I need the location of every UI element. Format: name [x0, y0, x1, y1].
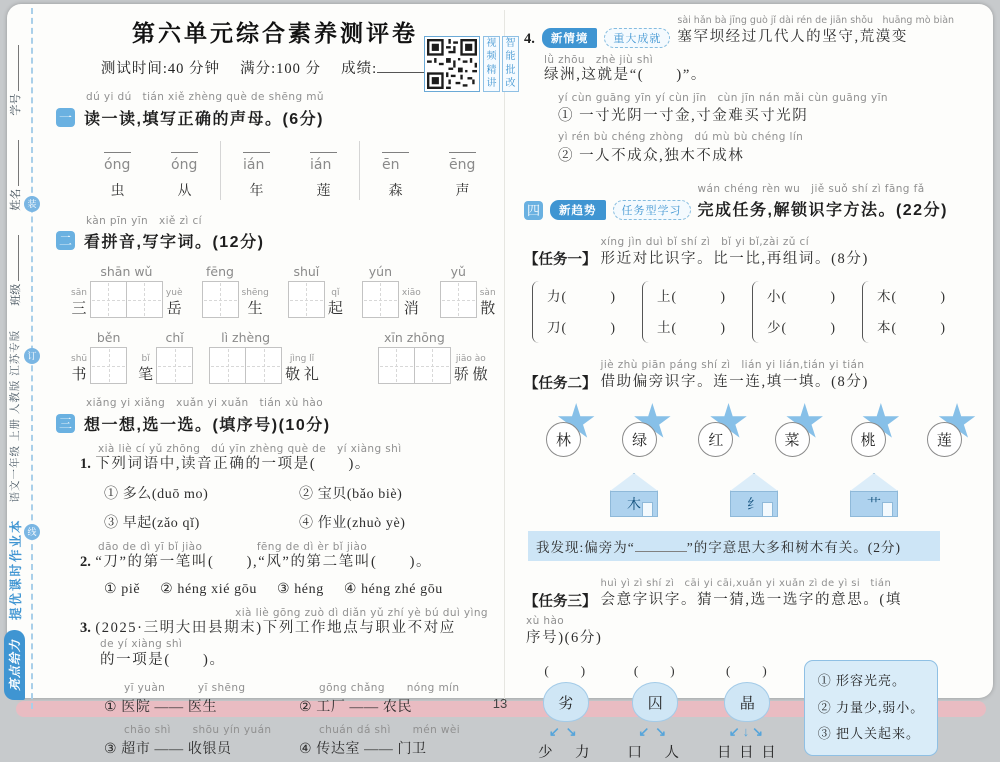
house-item[interactable]: 艹: [850, 473, 898, 517]
octopus-char: 囚: [632, 682, 678, 722]
answer-paren[interactable]: ( ): [633, 663, 677, 679]
section2-title: 看拼音,写字词。(12分): [84, 234, 265, 252]
option[interactable]: ① 医院 —— 医生: [104, 700, 218, 716]
badge-task-learning: 任务型学习: [613, 200, 691, 220]
brace: [752, 281, 760, 343]
hedgehog-item[interactable]: 莲: [927, 403, 976, 457]
ideograph-item: ( ) 晶 ↙↓↘ 日 日 日: [717, 660, 778, 762]
class-field: 班级: [7, 235, 23, 306]
option[interactable]: ④ 作业(zhuò yè): [299, 515, 406, 531]
fill-word[interactable]: 刀( ): [547, 320, 616, 336]
question-3: xià liè gōng zuò dì diǎn yǔ zhí yè bú duì yìng 3. (2025·三明大田县期末)下列工作地点与职业不对应 de yí xiàng shì 的一项是( )。 yī yuàn yī shēng ① 医院 —— 医生 gōng chǎng nóng mín ② 工厂 —— 农民 chāo shì shōu yín yuán ③ 超市 —— 收银员 chuán dá shì mén wèi ④ 传达室 —— 门卫: [80, 606, 488, 758]
hedgehog-item[interactable]: 菜: [775, 403, 824, 457]
option[interactable]: ① 多么(duō mo): [104, 486, 209, 502]
fill-word[interactable]: 本( ): [877, 320, 946, 336]
question-2: dāo de dì yī bǐ jiào fēng de dì èr bǐ jiào 2. “刀”的第一笔叫( ),“风”的第二笔叫( )。 ① piě ② héng xié gōu ③ héng ④ héng zhé gōu: [80, 540, 443, 597]
qr-code[interactable]: [424, 36, 480, 92]
hedgehog-item[interactable]: 桃: [851, 403, 900, 457]
answer-blank[interactable]: [171, 141, 198, 153]
writing-box[interactable]: [245, 347, 282, 384]
section1-title: 读一读,填写正确的声母。(6分): [84, 110, 325, 128]
answer-blank[interactable]: [449, 141, 476, 153]
brand-logo: 亮点给力: [4, 630, 25, 700]
house-item[interactable]: 木: [610, 473, 658, 517]
option[interactable]: ① piě: [104, 581, 141, 597]
section4-marker: 四: [524, 201, 543, 220]
fill-word[interactable]: 小( ): [767, 289, 836, 305]
class-blank[interactable]: [9, 235, 19, 281]
hedgehog-item[interactable]: 绿: [622, 403, 671, 457]
studentno-field: 学号: [7, 45, 23, 116]
qr-block: [424, 36, 519, 92]
fill-word[interactable]: 上( ): [657, 289, 726, 305]
house-door-icon: [642, 502, 653, 516]
option[interactable]: ② 工厂 —— 农民: [299, 700, 413, 716]
sidebar-vertical: [4, 8, 25, 700]
ideograph-item: ( ) 囚 ↙↘ 口 人: [628, 660, 684, 762]
radical-houses: [610, 473, 976, 517]
option[interactable]: ③ héng: [276, 581, 324, 597]
arrow-icons: ↙↘: [548, 724, 583, 740]
house-item[interactable]: 纟: [730, 473, 778, 517]
badge-new-context: 新情境: [542, 28, 598, 48]
house-roof-icon: [730, 473, 778, 491]
brace: [532, 281, 540, 343]
fill-word[interactable]: 土( ): [657, 320, 726, 336]
option[interactable]: ③ 早起(zǎo qǐ): [104, 515, 200, 531]
option[interactable]: ④ 传达室 —— 门卫: [299, 742, 427, 758]
section1-pinyin: dú yi dú tián xiě zhèng què de shēng mǔ: [86, 91, 324, 103]
name-field: 姓名: [7, 140, 23, 211]
meaning-option[interactable]: ③ 把人关起来。: [817, 726, 921, 742]
writing-box[interactable]: [414, 347, 451, 384]
task2-heading: 【任务二】 jiè zhù piān páng shí zì lián yi lián,tián yi tián 借助偏旁识字。连一连,填一填。(8分): [524, 359, 869, 392]
discovery-sentence: 我发现:偏旁为“ ”的字意思大多和树木有关。(2分): [528, 531, 940, 561]
writing-box[interactable]: [378, 347, 415, 384]
option[interactable]: ② héng xié gōu: [160, 581, 257, 597]
writing-box[interactable]: [362, 281, 399, 318]
badge-major-achievement: 重大成就: [604, 28, 670, 48]
section3-marker: 三: [56, 414, 75, 433]
writing-box[interactable]: [209, 347, 246, 384]
answer-paren[interactable]: ( ): [544, 663, 588, 679]
arrow-icons: ↙↘: [638, 724, 673, 740]
section3-title: 想一想,选一选。(填序号)(10分): [84, 416, 331, 434]
answer-blank[interactable]: [243, 141, 270, 153]
writing-row-1: sān 三 shān wǔ yuè 岳 fēng shēng 生 shuǐ qǐ 起 yún xiāo 消 yǔ sàn 散: [71, 264, 496, 318]
option[interactable]: ③ 超市 —— 收银员: [104, 742, 232, 758]
brace: [862, 281, 870, 343]
octopus-char: 晶: [724, 682, 770, 722]
octopus-char: 劣: [543, 682, 589, 722]
series-title: 提优课时作业本: [8, 518, 23, 620]
question-4: 4. 新情境 重大成就 sài hǎn bà jīng guò jǐ dài rén de jiān shǒu huāng mò biàn 塞罕坝经过几代人的坚守,荒漠变 lǜ zhōu zhè jiù shì 绿洲,这就是“( )”。 yí cùn guāng yīn yí cùn jīn cùn jīn nán mǎi cùn guāng yīn ① 一寸光阴一寸金,寸金难买寸光阴 yì rén bù chéng zhòng dú mù bù chéng lín ② 一人不成众,独木不成林: [524, 10, 976, 165]
section3-pinyin: xiǎng yi xiǎng xuǎn yi xuǎn tián xù hào: [86, 397, 324, 410]
binding-mark-ding: 订: [24, 348, 40, 364]
writing-box[interactable]: [156, 347, 193, 384]
initials-exercise: [82, 141, 494, 200]
fill-word[interactable]: 木( ): [877, 289, 946, 305]
initials-group: ēn 森 ēng 声: [359, 141, 498, 200]
ideograph-exercise: [538, 660, 976, 762]
meaning-option[interactable]: ① 形容光亮。: [817, 673, 907, 689]
writing-box[interactable]: [90, 347, 127, 384]
fill-word[interactable]: 少( ): [767, 320, 836, 336]
answer-paren[interactable]: ( ): [726, 663, 769, 679]
edition-info: 语文一年级 上册 人教版 江苏专版: [9, 329, 21, 503]
house-door-icon: [762, 502, 773, 516]
fill-word[interactable]: 力( ): [547, 289, 616, 305]
hedgehog-item[interactable]: 红: [698, 403, 747, 457]
section2-marker: 二: [56, 231, 75, 250]
section1-marker: 一: [56, 108, 75, 127]
task1-heading: 【任务一】 xíng jìn duì bǐ shí zì bǐ yi bǐ,zài zǔ cí 形近对比识字。比一比,再组词。(8分): [524, 235, 869, 269]
house-roof-icon: [850, 473, 898, 491]
section4-heading: 四 新趋势 任务型学习 wán chéng rèn wu jiě suǒ shí zì fāng fǎ 完成任务,解锁识字方法。(22分): [524, 179, 976, 220]
writing-box[interactable]: [126, 281, 163, 318]
page-title: 第六单元综合素养测评卷: [132, 20, 418, 46]
full-score: 满分:100 分: [240, 61, 322, 77]
badge-new-trend: 新趋势: [550, 200, 606, 220]
option[interactable]: ④ héng zhé gōu: [343, 581, 443, 597]
writing-box[interactable]: [90, 281, 127, 318]
binding-mark-zhuang: 装: [24, 196, 40, 212]
section2-pinyin: kàn pīn yīn xiě zì cí: [86, 214, 202, 227]
arrow-icons: ↙↓↘: [728, 724, 767, 740]
answer-blank[interactable]: [635, 540, 687, 552]
score-label: 成绩:: [341, 61, 378, 77]
house-roof-icon: [610, 473, 658, 491]
qr-label-grading: 智能批改: [502, 36, 519, 92]
question-1: xià liè cí yǔ zhōng dú yīn zhèng què de yí xiàng shì 1. 下列词语中,读音正确的一项是( )。 ① 多么(duō mo) ② 宝贝(bǎo biè) ③ 早起(zǎo qǐ) ④ 作业(zhuò yè): [80, 444, 494, 532]
hedgehog-item[interactable]: 林: [546, 403, 595, 457]
studentno-blank[interactable]: [9, 45, 19, 91]
option[interactable]: ② 一人不成众,独木不成林: [558, 147, 745, 164]
ideograph-item: ( ) 劣 ↙↘ 少 力: [538, 660, 594, 762]
answer-blank[interactable]: [104, 141, 131, 153]
writing-row-2: shū 书 běn bǐ 笔 chǐ lì zhèng jìng lǐ 敬 礼 xīn zhōng jiāo ào 骄 傲: [71, 330, 488, 384]
test-time: 测试时间:40 分钟: [100, 61, 220, 77]
binding-mark-xian: 线: [24, 524, 40, 540]
answer-blank[interactable]: [382, 141, 409, 153]
writing-box[interactable]: [202, 281, 239, 318]
name-blank[interactable]: [9, 140, 19, 186]
qr-label-video: 视频精讲: [483, 36, 500, 92]
compare-pairs: [532, 281, 976, 343]
task3-heading: 【任务三】 huì yì zì shí zì cāi yi cāi,xuǎn yi xuǎn zì de yì si tián 会意字识字。猜一猜,选一选字的意思。(填: [524, 577, 902, 610]
option[interactable]: ② 宝贝(bǎo biè): [299, 486, 403, 502]
initials-group: óng 虫 óng 从: [82, 141, 220, 200]
meaning-option[interactable]: ② 力量少,弱小。: [817, 699, 925, 715]
brace: [642, 281, 650, 343]
page-number: 13: [492, 696, 508, 711]
house-door-icon: [882, 502, 893, 516]
hedgehog-characters: [546, 403, 976, 457]
option[interactable]: ① 一寸光阴一寸金,寸金难买寸光阴: [558, 108, 809, 125]
writing-box[interactable]: [288, 281, 325, 318]
answer-blank[interactable]: [310, 141, 337, 153]
page-fold-line: [504, 10, 505, 703]
initials-group: ián 年 ián 莲: [220, 141, 359, 200]
writing-box[interactable]: [440, 281, 477, 318]
